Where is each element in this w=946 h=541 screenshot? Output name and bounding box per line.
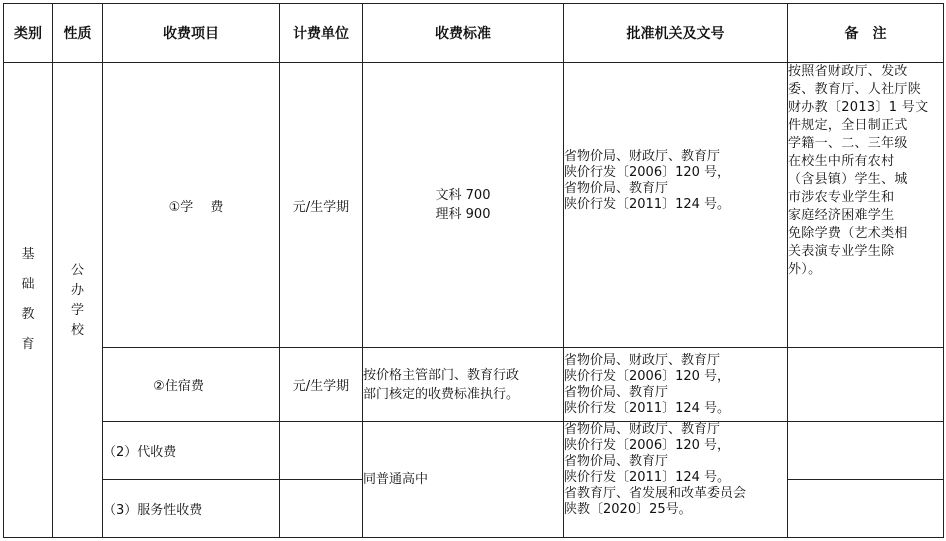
table-row-lodging bbox=[4, 348, 944, 422]
standard-shared: 同普通高中 bbox=[363, 422, 564, 538]
unit-agency bbox=[280, 422, 363, 480]
item-agency: （2）代收费 bbox=[103, 422, 280, 480]
header-approval: 批准机关及文号 bbox=[564, 4, 788, 63]
header-item: 收费项目 bbox=[103, 4, 280, 63]
header-category: 类别 bbox=[4, 4, 53, 63]
remarks-agency bbox=[788, 422, 944, 480]
approval-shared: 省物价局、财政厅、教育厅 陕价行发〔2006〕120 号， 省物价局、教育厅 陕价行发〔2011〕124 号。 省教育厅、省发展和改革委员会 陕教〔2020〕25号。 bbox=[564, 422, 788, 538]
remarks-service bbox=[788, 480, 944, 538]
unit-lodging: 元/生学期 bbox=[280, 348, 363, 422]
nature-cell: 公 办 学 校 bbox=[53, 63, 103, 538]
table-row-tuition bbox=[4, 63, 944, 348]
header-row bbox=[4, 4, 944, 63]
table-row-agency bbox=[4, 422, 944, 480]
standard-lodging: 按价格主管部门、教育行政 部门核定的收费标准执行。 bbox=[363, 348, 564, 422]
header-nature: 性质 bbox=[53, 4, 103, 63]
fee-table bbox=[3, 3, 944, 538]
standard-tuition: 文科 700 理科 900 bbox=[363, 63, 564, 348]
unit-tuition: 元/生学期 bbox=[280, 63, 363, 348]
remarks-lodging bbox=[788, 348, 944, 422]
remarks-tuition: 按照省财政厅、发改 委、教育厅、人社厅陕 财办教〔2013〕1 号文 件规定，全日制正式 学籍一、二、三年级 在校生中所有农村 （含县镇）学生、城 市涉农专业学生和 家庭经济困难学生 免除学费（艺术类相 关表演专业学生除 外）。 bbox=[788, 63, 944, 348]
unit-service bbox=[280, 480, 363, 538]
header-remarks: 备 注 bbox=[788, 4, 944, 63]
item-lodging: ②住宿费 bbox=[103, 348, 280, 422]
approval-tuition: 省物价局、财政厅、教育厅 陕价行发〔2006〕120 号， 省物价局、教育厅 陕价行发〔2011〕124 号。 bbox=[564, 63, 788, 348]
item-service: （3）服务性收费 bbox=[103, 480, 280, 538]
item-tuition: ①学 费 bbox=[103, 63, 280, 348]
category-cell: 基 础 教 育 bbox=[4, 63, 53, 538]
header-unit: 计费单位 bbox=[280, 4, 363, 63]
header-standard: 收费标准 bbox=[363, 4, 564, 63]
approval-lodging: 省物价局、财政厅、教育厅 陕价行发〔2006〕120 号， 省物价局、教育厅 陕价行发〔2011〕124 号。 bbox=[564, 348, 788, 422]
